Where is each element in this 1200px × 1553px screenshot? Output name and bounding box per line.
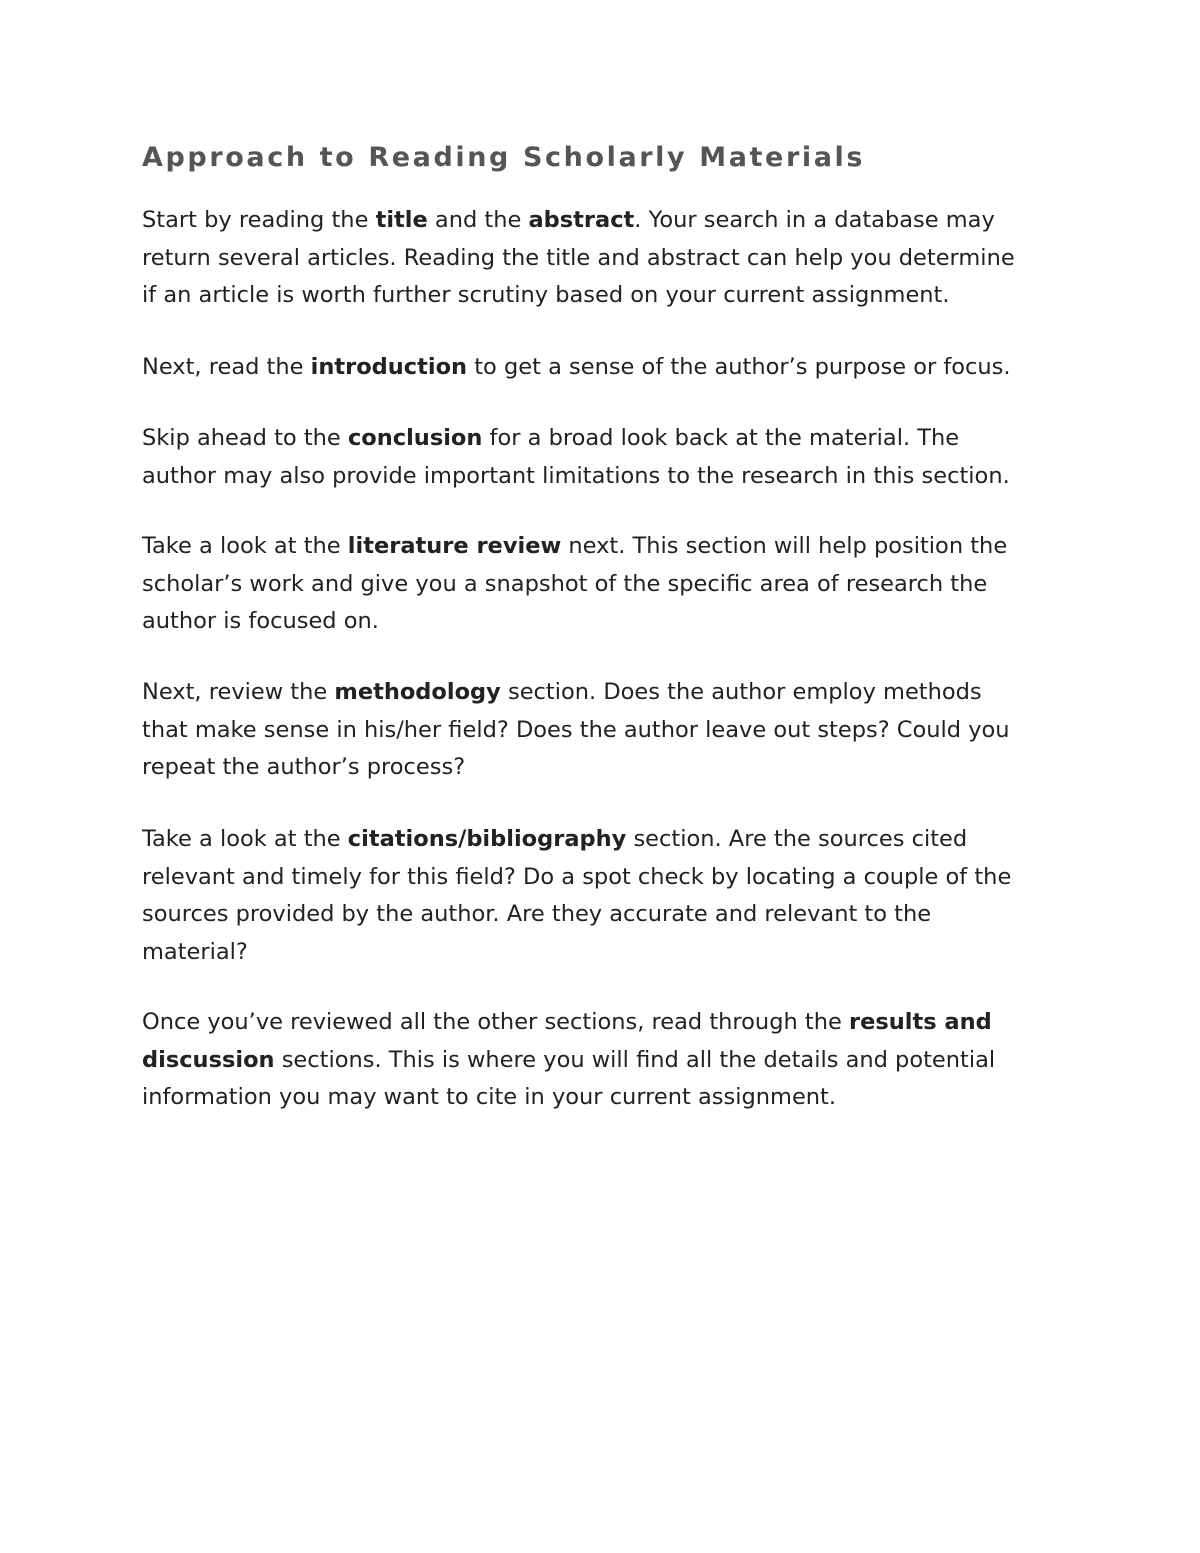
text-line: scholar’s work and give you a snapshot of the specific area of research the: [142, 570, 988, 597]
text-line: relevant and timely for this field? Do a spot check by locating a couple of the: [142, 863, 1012, 890]
keyword-conclusion: conclusion: [347, 425, 483, 451]
text-line: [142, 528, 1007, 566]
paragraph-title-abstract: [142, 202, 1015, 315]
text-run: Take a look at the: [142, 533, 348, 559]
text-line: sources provided by the author. Are they accurate and relevant to the: [142, 901, 932, 927]
text-line: [142, 349, 1011, 387]
text-run: Once you’ve reviewed all the other sections, read through the: [142, 1009, 849, 1035]
text-run: Skip ahead to the: [142, 425, 348, 451]
text-line: author may also provide important limitations to the research in this section.: [142, 462, 1010, 489]
text-line: information you may want to cite in your current assignment.: [142, 1084, 837, 1110]
paragraph-citations: [142, 821, 1011, 971]
keyword-discussion: discussion: [142, 1046, 275, 1073]
text-run: to get a sense of the author’s purpose or focus.: [467, 354, 1011, 380]
text-line: author is focused on.: [142, 608, 379, 634]
text-run: . Your search in a database may: [634, 207, 995, 233]
paragraph-literature-review: [142, 528, 1007, 641]
paragraph-results-discussion: [142, 1004, 995, 1117]
text-run: Next, review the: [142, 679, 335, 705]
keyword-citations-bibliography: citations/bibliography: [347, 826, 627, 852]
keyword-title: title: [375, 207, 428, 233]
text-line: [142, 1004, 995, 1042]
text-run: section. Are the sources cited: [626, 826, 968, 852]
text-run: Take a look at the: [142, 826, 348, 852]
keyword-methodology: methodology: [334, 679, 501, 705]
text-line: repeat the author’s process?: [142, 754, 466, 780]
text-run: for a broad look back at the material. The: [482, 425, 960, 451]
text-run: and the: [427, 207, 529, 233]
text-run: Start by reading the: [142, 207, 376, 233]
text-line: that make sense in his/her field? Does the author leave out steps? Could you: [142, 716, 1010, 743]
text-line: [142, 420, 1010, 458]
paragraph-introduction: [142, 349, 1011, 387]
text-run: section. Does the author employ methods: [500, 679, 982, 705]
text-run: next. This section will help position the: [561, 533, 1008, 559]
text-line: if an article is worth further scrutiny based on your current assignment.: [142, 282, 950, 308]
keyword-abstract: abstract: [528, 207, 635, 233]
text-run: Next, read the: [142, 354, 311, 380]
paragraph-conclusion: [142, 420, 1010, 495]
keyword-literature-review: literature review: [347, 533, 562, 559]
text-line: [142, 202, 1015, 240]
paragraph-methodology: [142, 674, 1010, 787]
text-line: material?: [142, 938, 248, 965]
text-line: [142, 1042, 995, 1080]
keyword-results-and: results and: [848, 1009, 992, 1035]
page-title: Approach to Reading Scholarly Materials: [142, 142, 866, 173]
text-line: return several articles. Reading the title and abstract can help you determine: [142, 244, 1015, 271]
text-line: [142, 674, 1010, 712]
keyword-introduction: introduction: [310, 354, 468, 380]
text-run: sections. This is where you will find all the details and potential: [274, 1046, 996, 1073]
text-line: [142, 821, 1011, 859]
